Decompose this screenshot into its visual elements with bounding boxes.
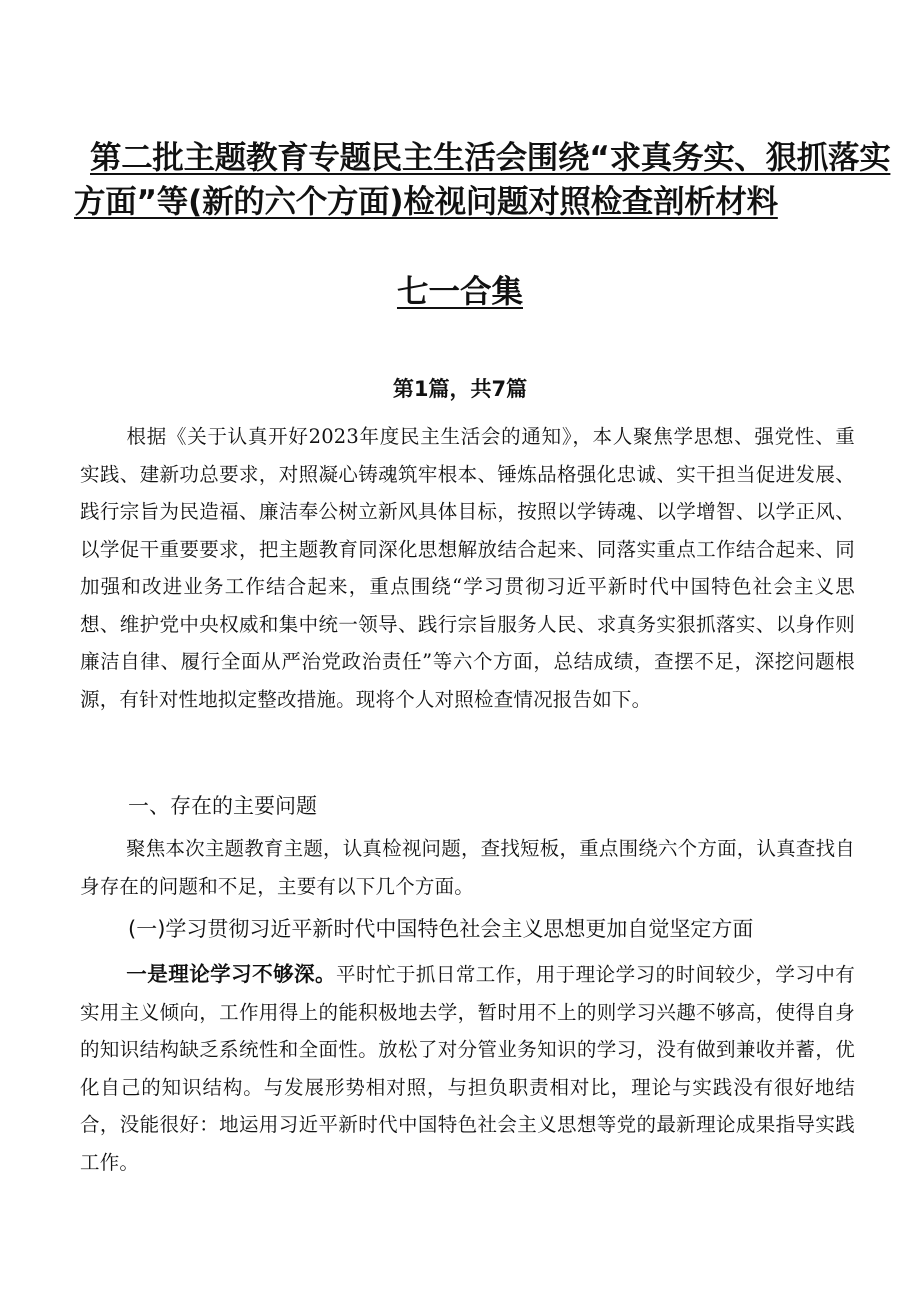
intro-paragraph-text: 根据《关于认真开好2023年度民主生活会的通知》，本人聚焦学思想、强党性、重实践、建新功总要求，对照凝心铸魂筑牢根本、锤炼品格强化忠诚、实干担当促进发展、践行宗旨为民造福、廉洁奉公树立新风具体目标，按照以学铸魂、以学增智、以学正风、以学促干重要要求，把主题教育同深化思想解放结合起来、同落实重点工作结合起来、同加强和改进业务工作结合起来，重点围绕“学习贯彻习近平新时代中国特色社会主义思想、维护党中央权威和集中统一领导、践行宗旨服务人民、求真务实狠抓落实、以身作则廉洁自律、履行全面从严治党政治责任”等六个方面，总结成绩，查摆不足，深挖问题根源，有针对性地拟定整改措施。现将个人对照检查情况报告如下。 xyxy=(80,425,855,711)
document-title-line-2: 方面”等(新的六个方面)检视问题对照检查剖析材料 xyxy=(74,184,778,220)
subsection-1-heading: (一)学习贯彻习近平新时代中国特色社会主义思想更加自觉坚定方面 xyxy=(128,917,754,941)
section-1-paragraph-text: 聚焦本次主题教育主题，认真检视问题，查找短板，重点围绕六个方面，认真查找自身存在的问题和不足，主要有以下几个方面。 xyxy=(80,837,855,898)
point-1-lead: 一是理论学习不够深。 xyxy=(126,962,336,986)
section-1-paragraph xyxy=(80,830,855,905)
document-subtitle xyxy=(0,270,920,314)
document-subtitle-text: 七一合集 xyxy=(396,274,523,310)
point-1-text: 平时忙于抓日常工作，用于理论学习的时间较少，学习中有实用主义倾向，工作用得上的能积极地去学，暂时用不上的则学习兴趣不够高，使得自身的知识结构缺乏系统性和全面性。放松了对分管业务知识的学习，没有做到兼收并蓄，优化自己的知识结构。与发展形势相对照，与担负职责相对比，理论与实践没有很好地结合，没能很好：地运用习近平新时代中国特色社会主义思想等党的最新理论成果指导实践工作。 xyxy=(80,963,856,1174)
point-1-paragraph xyxy=(80,956,855,1181)
part-label: 第1篇，共7篇 xyxy=(392,377,528,401)
document-title-line-1: 第二批主题教育专题民主生活会围绕“求真务实、狠抓落实 xyxy=(90,140,891,176)
document-title xyxy=(74,136,891,224)
intro-paragraph xyxy=(80,418,855,718)
section-1-heading: 一、存在的主要问题 xyxy=(128,794,317,818)
